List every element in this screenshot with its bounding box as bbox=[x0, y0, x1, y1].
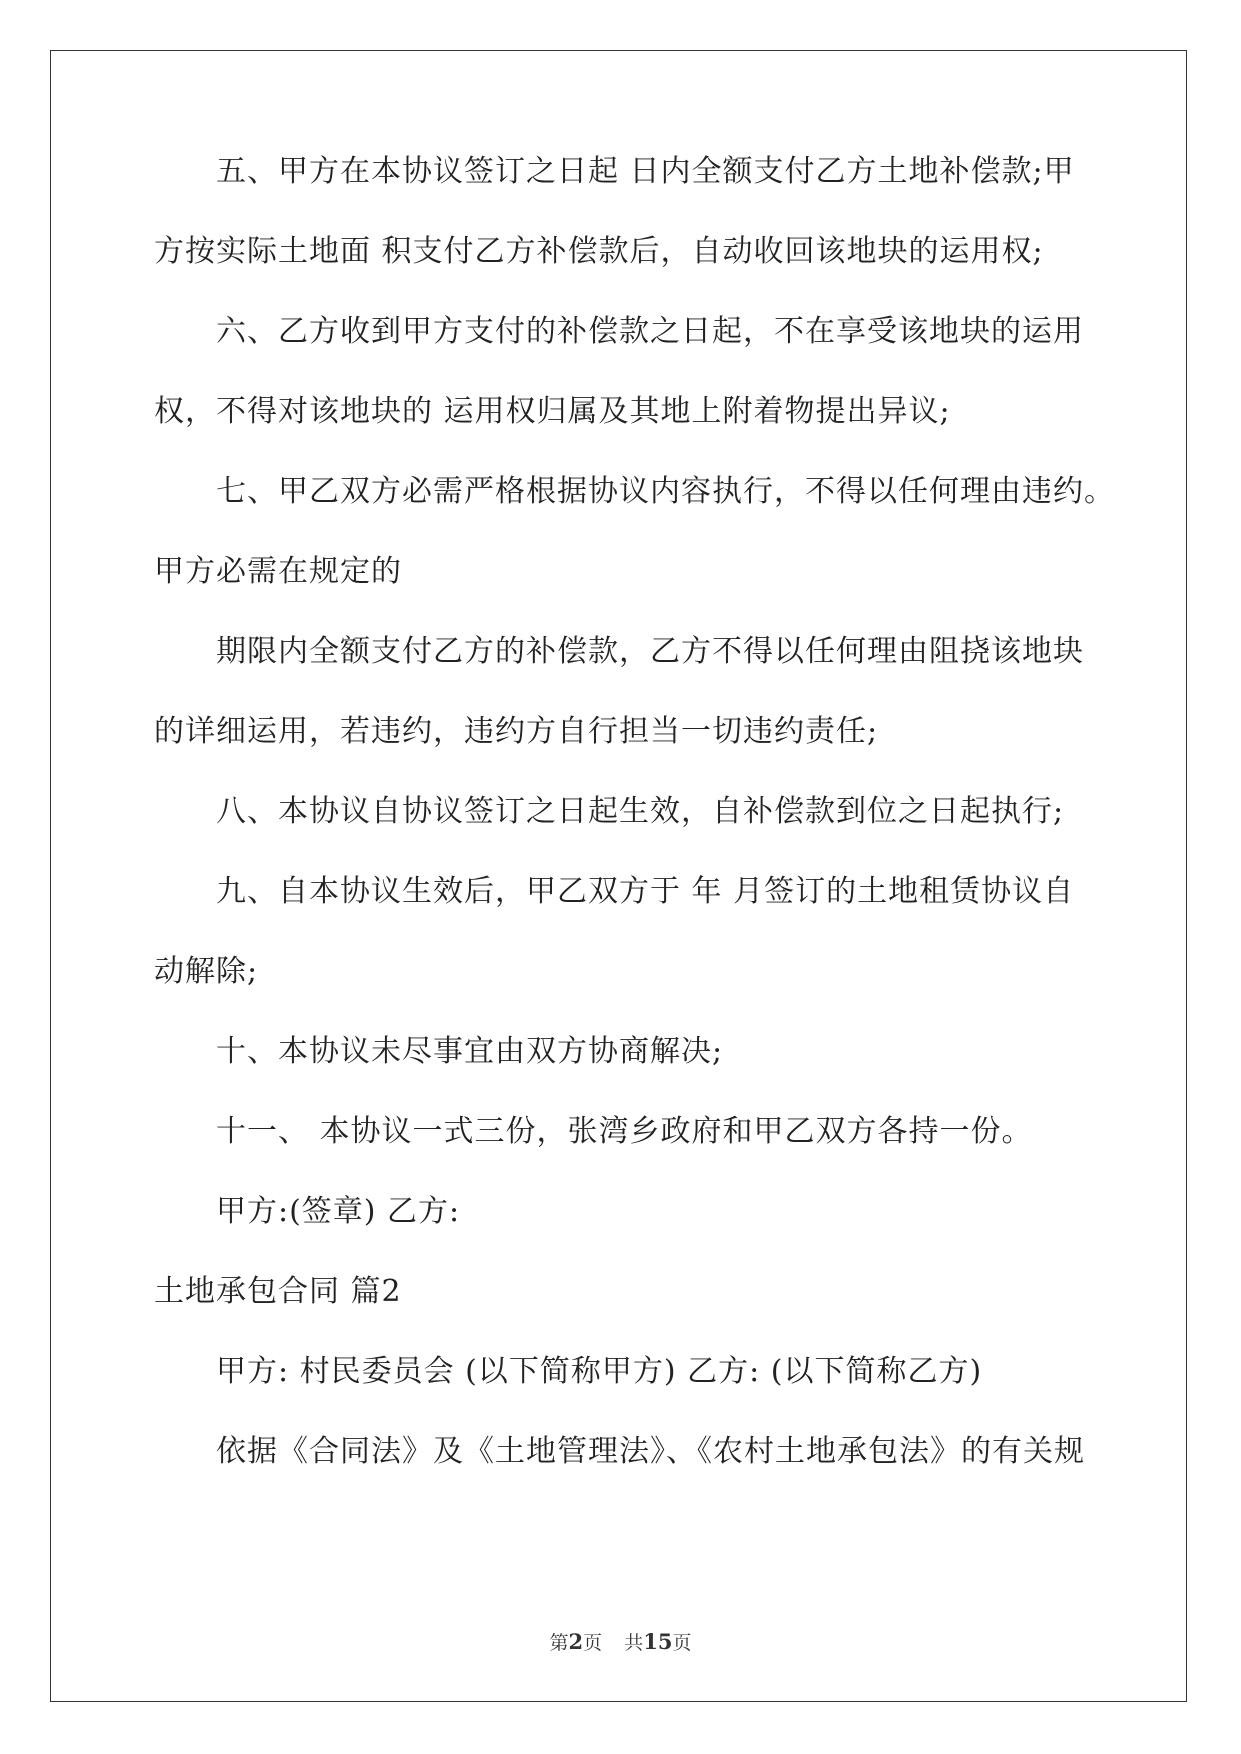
paragraph-line: 九、自本协议生效后，甲乙双方于 年 月签订的土地租赁协议自 bbox=[216, 874, 1075, 909]
paragraph-line: 五、甲方在本协议签订之日起 日内全额支付乙方土地补偿款;甲 bbox=[216, 154, 1075, 189]
paragraph-line: 十一、 本协议一式三份，张湾乡政府和甲乙双方各持一份。 bbox=[216, 1114, 1033, 1149]
section-heading: 土地承包合同 篇2 bbox=[154, 1274, 402, 1309]
total-suffix: 页 bbox=[672, 1632, 692, 1654]
paragraph-line: 的详细运用，若违约，违约方自行担当一切违约责任; bbox=[154, 714, 879, 749]
signature-line: 甲方:(签章) 乙方: bbox=[216, 1194, 461, 1229]
page-footer bbox=[0, 1630, 1241, 1655]
paragraph-line: 八、本协议自协议签订之日起生效，自补偿款到位之日起执行; bbox=[216, 794, 1065, 829]
paragraph-line: 六、乙方收到甲方支付的补偿款之日起，不在享受该地块的运用 bbox=[216, 314, 1084, 349]
paragraph-line: 权，不得对该地块的 运用权归属及其地上附着物提出异议; bbox=[154, 394, 951, 429]
page-number: 2 bbox=[568, 1629, 584, 1654]
paragraph-line: 七、甲乙双方必需严格根据协议内容执行，不得以任何理由违约。 bbox=[216, 474, 1115, 509]
total-pages: 15 bbox=[643, 1629, 673, 1654]
total-prefix: 共 bbox=[624, 1632, 644, 1654]
paragraph-line: 甲方必需在规定的 bbox=[154, 554, 402, 589]
paragraph-line: 依据《合同法》及《土地管理法》、《农村土地承包法》的有关规 bbox=[216, 1434, 1085, 1469]
paragraph-line: 方按实际土地面 积支付乙方补偿款后，自动收回该地块的运用权; bbox=[154, 234, 1044, 269]
parties-line: 甲方: 村民委员会 (以下简称甲方) 乙方: (以下简称乙方) bbox=[216, 1354, 983, 1389]
paragraph-line: 动解除; bbox=[154, 954, 259, 989]
paragraph-line: 期限内全额支付乙方的补偿款，乙方不得以任何理由阻挠该地块 bbox=[216, 634, 1084, 669]
paragraph-line: 十、本协议未尽事宜由双方协商解决; bbox=[216, 1034, 724, 1069]
page-prefix: 第 bbox=[549, 1632, 569, 1654]
page-suffix: 页 bbox=[583, 1632, 603, 1654]
